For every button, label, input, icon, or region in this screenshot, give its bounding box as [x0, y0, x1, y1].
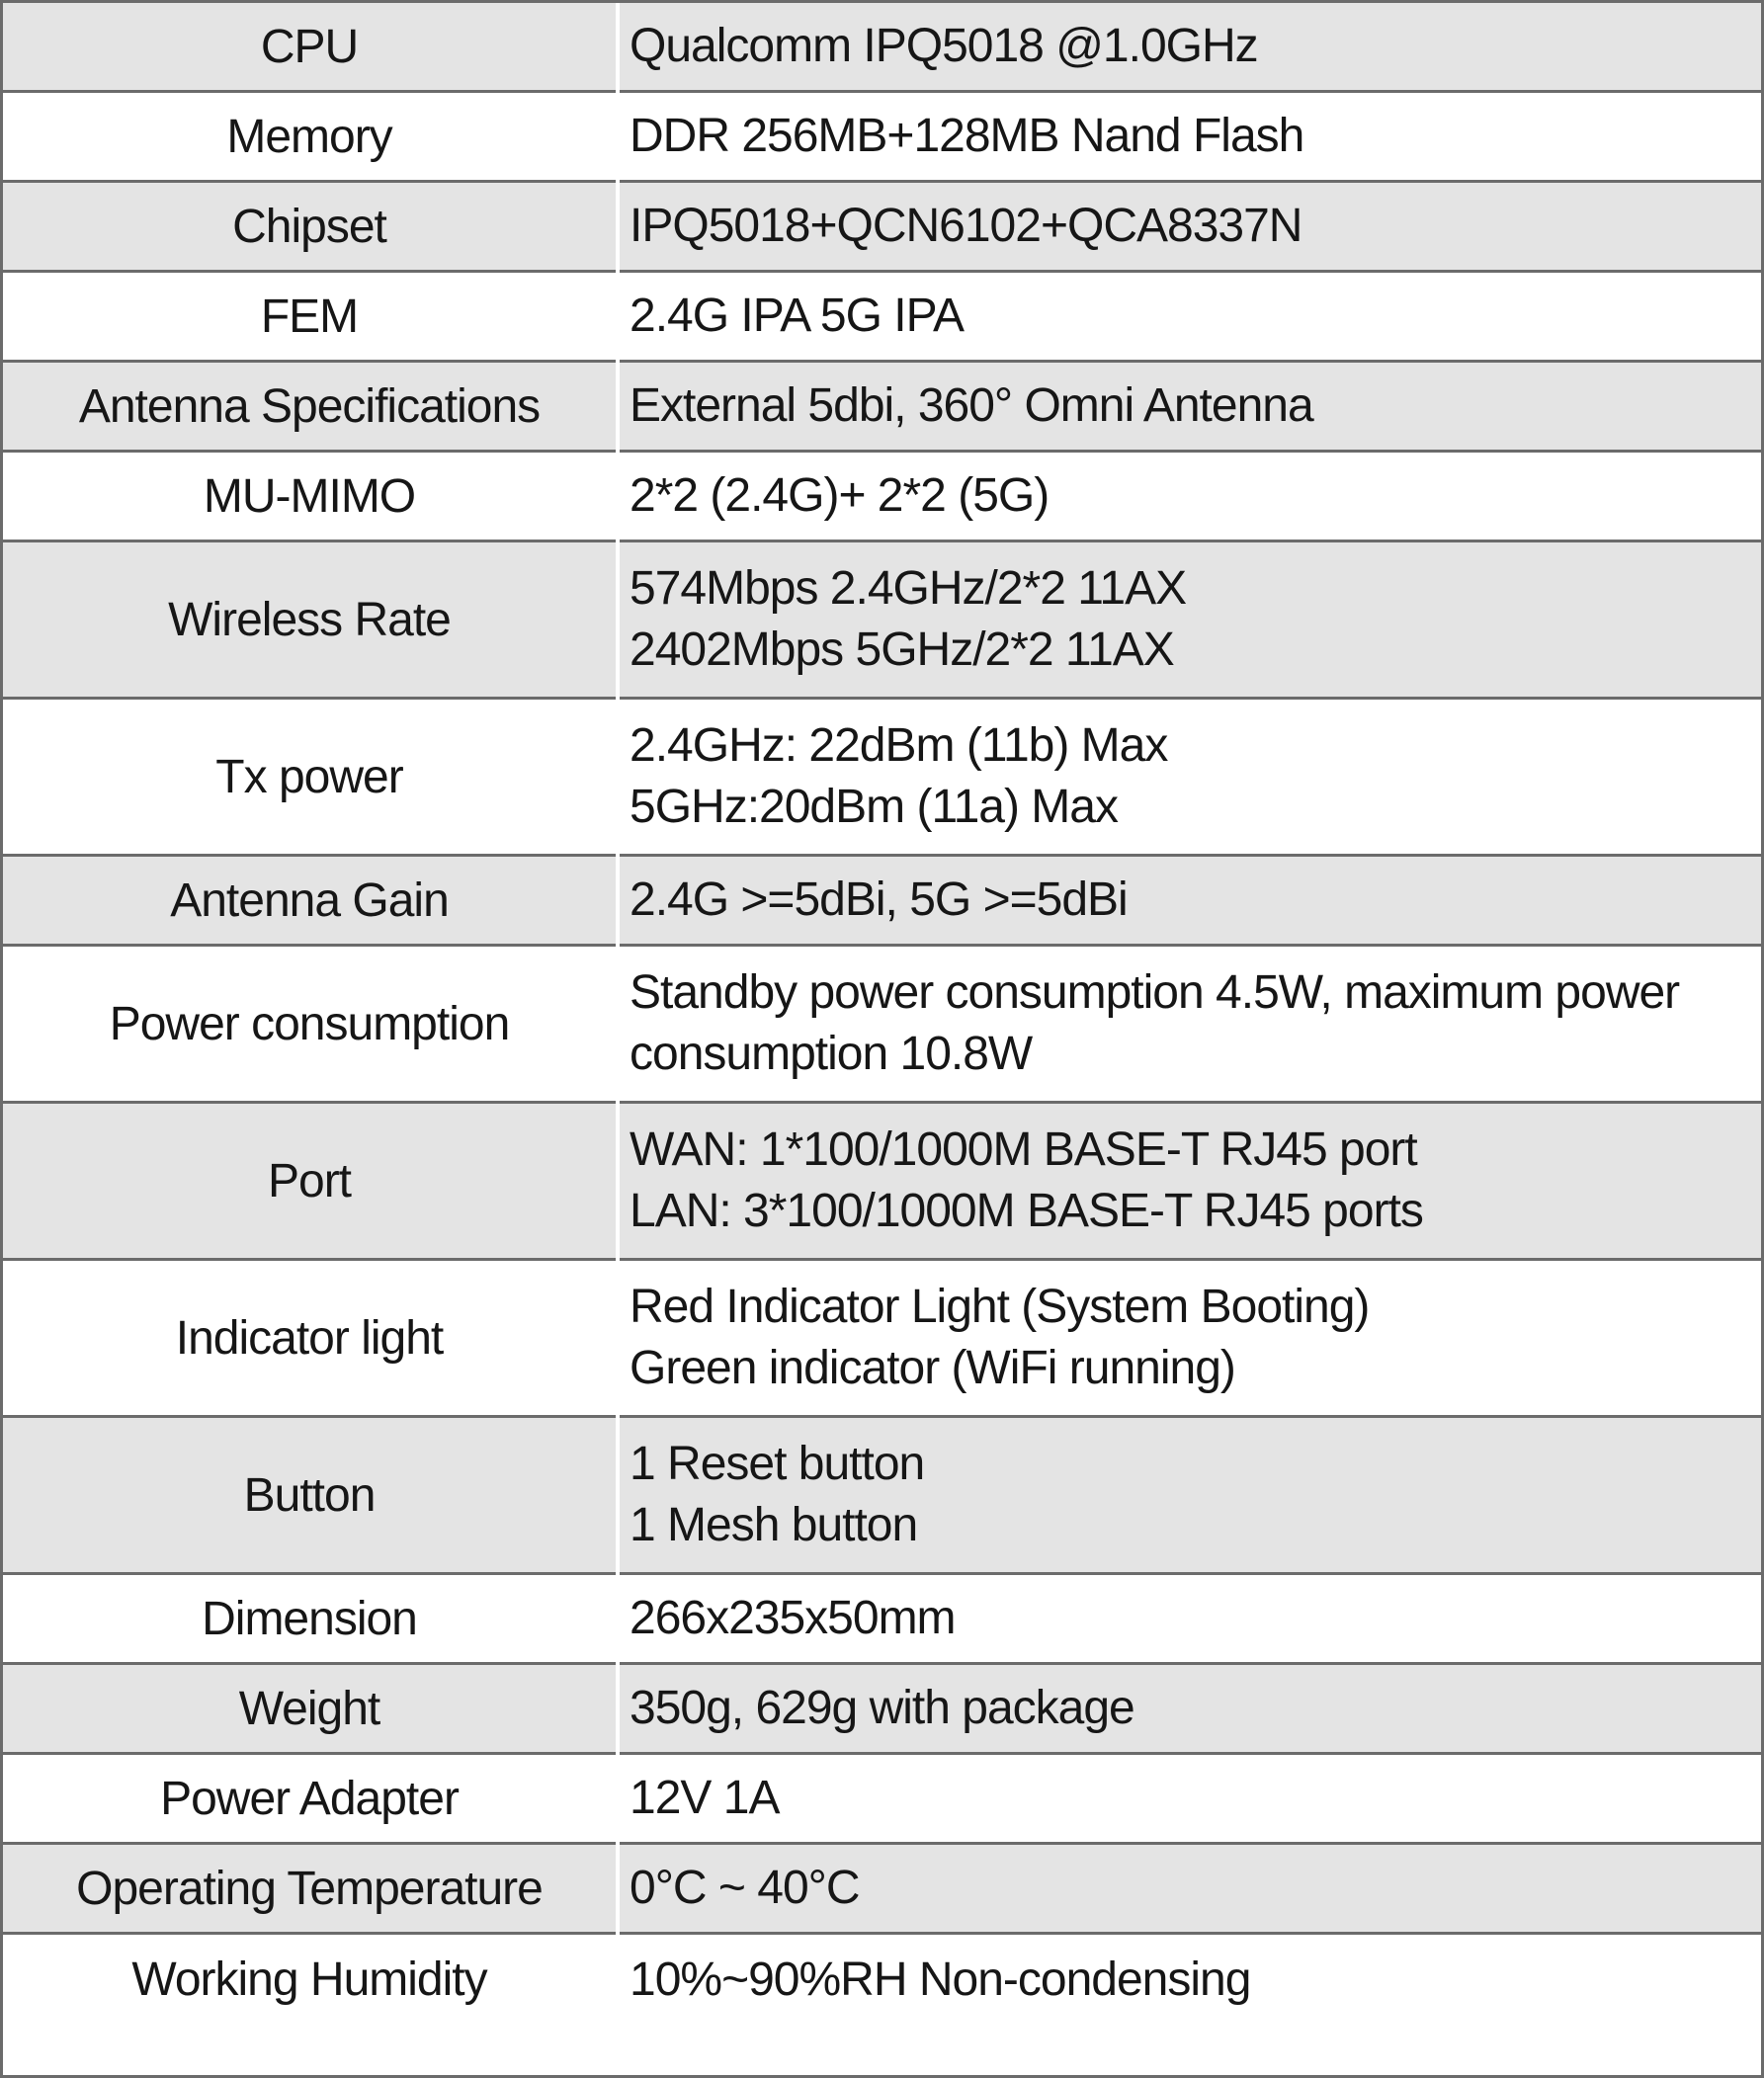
table-row	[3, 453, 1761, 542]
spec-value-line: 1 Reset button	[630, 1438, 925, 1490]
table-row	[3, 1935, 1761, 2025]
spec-label: Button	[243, 1468, 376, 1522]
spec-value-line: 5GHz:20dBm (11a) Max	[630, 781, 1118, 833]
table-row	[3, 363, 1761, 453]
spec-value	[616, 93, 1761, 180]
spec-value	[616, 700, 1761, 854]
spec-value	[616, 183, 1761, 270]
spec-value-line: 2.4GHz: 22dBm (11b) Max	[630, 719, 1168, 772]
spec-value-line: Red Indicator Light (System Booting)	[630, 1281, 1370, 1333]
spec-value-line: 2*2 (2.4G)+ 2*2 (5G)	[630, 469, 1050, 522]
column-divider	[616, 3, 620, 2075]
table-row	[3, 1261, 1761, 1418]
spec-value	[616, 363, 1761, 450]
spec-label: Dimension	[202, 1592, 417, 1645]
spec-label: Power consumption	[109, 997, 510, 1050]
spec-value-line: 2402Mbps 5GHz/2*2 11AX	[630, 623, 1174, 676]
table-row	[3, 857, 1761, 947]
spec-value	[616, 1845, 1761, 1932]
spec-label: Memory	[226, 110, 392, 163]
spec-value	[616, 947, 1761, 1101]
spec-value	[616, 1665, 1761, 1752]
spec-value-line: 1 Mesh button	[630, 1499, 918, 1551]
spec-value-line: IPQ5018+QCN6102+QCA8337N	[630, 200, 1302, 252]
spec-value-line: Qualcomm IPQ5018 @1.0GHz	[630, 20, 1258, 72]
table-row	[3, 700, 1761, 857]
spec-label: Antenna Specifications	[78, 379, 541, 433]
spec-label: CPU	[260, 20, 359, 73]
spec-label: Power Adapter	[160, 1772, 459, 1825]
spec-label: Antenna Gain	[170, 873, 449, 927]
spec-label: MU-MIMO	[203, 469, 416, 523]
spec-value-line: Standby power consumption 4.5W, maximum power	[630, 966, 1680, 1019]
spec-value-line: 574Mbps 2.4GHz/2*2 11AX	[630, 562, 1187, 615]
spec-value-line: 350g, 629g with package	[630, 1682, 1134, 1734]
spec-table-body	[3, 3, 1761, 2025]
spec-value-line: WAN: 1*100/1000M BASE-T RJ45 port	[630, 1123, 1417, 1176]
spec-value	[616, 1755, 1761, 1842]
table-row	[3, 542, 1761, 700]
table-row	[3, 183, 1761, 273]
spec-value	[616, 542, 1761, 697]
spec-value	[616, 273, 1761, 360]
spec-value-line: 12V 1A	[630, 1772, 780, 1824]
spec-label: Indicator light	[175, 1311, 444, 1365]
spec-value	[616, 453, 1761, 540]
spec-value	[616, 1935, 1761, 2025]
spec-value-line: consumption 10.8W	[630, 1028, 1033, 1080]
table-row	[3, 1418, 1761, 1575]
spec-value	[616, 1575, 1761, 1662]
spec-value-line: LAN: 3*100/1000M BASE-T RJ45 ports	[630, 1185, 1423, 1237]
spec-label: Weight	[238, 1682, 380, 1735]
table-row	[3, 273, 1761, 363]
spec-value	[616, 3, 1761, 90]
table-row	[3, 1755, 1761, 1845]
table-row	[3, 1104, 1761, 1261]
table-row	[3, 1665, 1761, 1755]
spec-value-line: Green indicator (WiFi running)	[630, 1342, 1235, 1394]
table-row	[3, 1845, 1761, 1935]
spec-value-line: 2.4G >=5dBi, 5G >=5dBi	[630, 873, 1128, 926]
spec-label: Wireless Rate	[168, 593, 451, 646]
spec-value	[616, 857, 1761, 944]
spec-label: FEM	[260, 290, 359, 343]
spec-value	[616, 1418, 1761, 1572]
spec-value-line: DDR 256MB+128MB Nand Flash	[630, 110, 1304, 162]
spec-label: Port	[267, 1154, 352, 1207]
spec-label: Working Humidity	[131, 1953, 487, 2006]
table-row	[3, 3, 1761, 93]
spec-value-line: 10%~90%RH Non-condensing	[630, 1953, 1251, 2006]
table-row	[3, 93, 1761, 183]
spec-value-line: 2.4G IPA 5G IPA	[630, 290, 965, 342]
spec-value	[616, 1104, 1761, 1258]
spec-value-line: 266x235x50mm	[630, 1592, 956, 1644]
spec-label: Operating Temperature	[76, 1862, 543, 1915]
spec-label: Chipset	[232, 200, 386, 253]
table-row	[3, 1575, 1761, 1665]
spec-value-line: 0°C ~ 40°C	[630, 1862, 860, 1914]
spec-label: Tx power	[215, 750, 403, 803]
spec-value-line: External 5dbi, 360° Omni Antenna	[630, 379, 1313, 432]
spec-value	[616, 1261, 1761, 1415]
table-row	[3, 947, 1761, 1104]
